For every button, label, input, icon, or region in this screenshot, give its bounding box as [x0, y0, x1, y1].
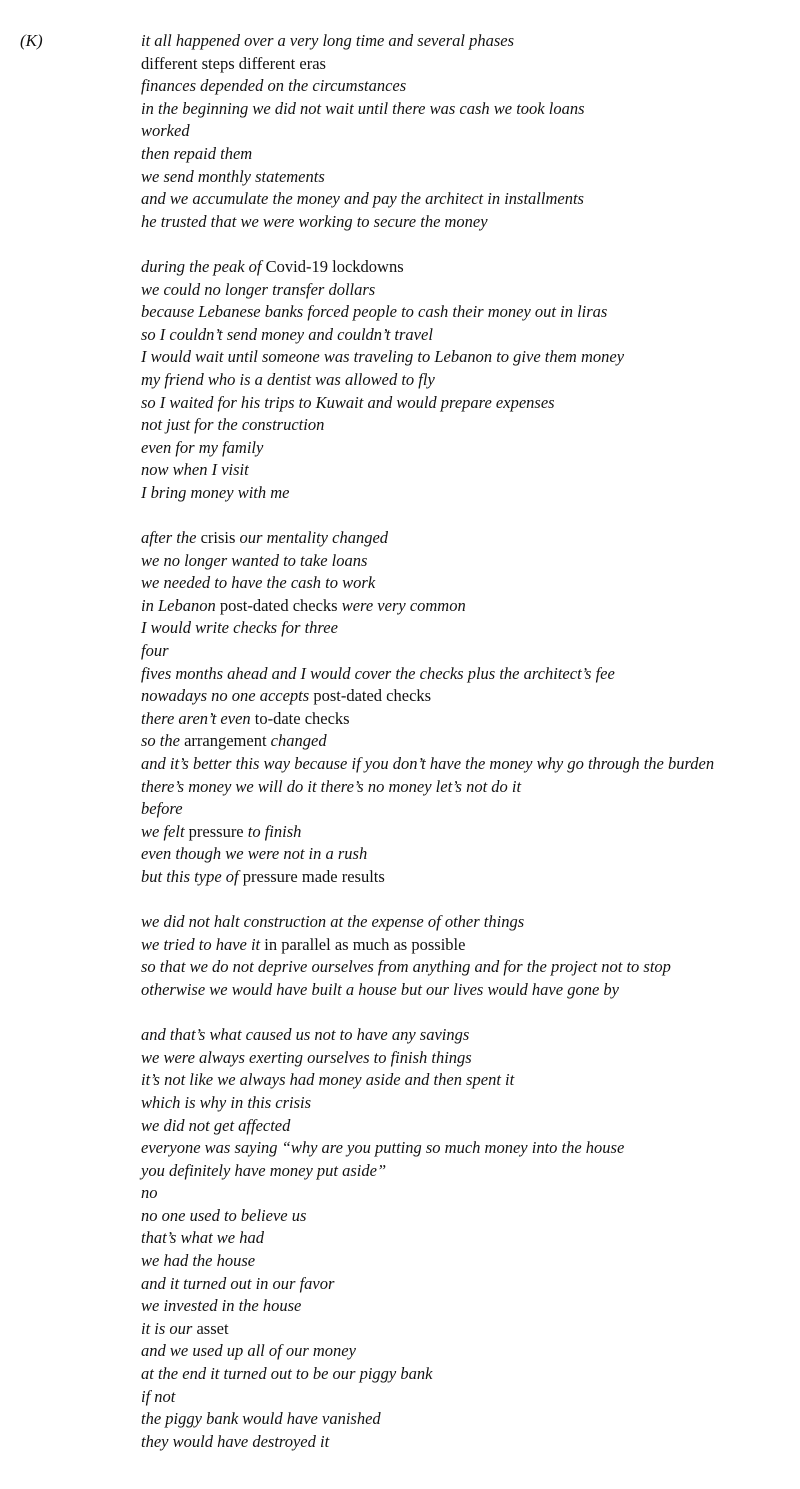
italic-segment: fives months ahead and I would cover the checks plus the architect’s fee: [141, 663, 615, 683]
italic-segment: we had the house: [141, 1251, 256, 1271]
italic-segment: no: [141, 1183, 158, 1203]
italic-segment: were very common: [337, 595, 466, 615]
italic-segment: which is why in this crisis: [141, 1092, 312, 1112]
stanza: [141, 30, 781, 233]
roman-segment: to-date checks: [254, 708, 350, 728]
poem-line: [141, 120, 781, 143]
speaker-label: (K): [20, 31, 43, 50]
roman-segment: asset: [196, 1318, 229, 1338]
poem-line: [141, 301, 781, 324]
italic-segment: because Lebanese banks forced people to cash their money out in liras: [141, 302, 608, 322]
italic-segment: we no longer wanted to take loans: [141, 550, 368, 570]
poem-line: [141, 53, 781, 76]
roman-segment: in parallel as much as possible: [264, 934, 466, 954]
poem-line: [141, 1250, 781, 1273]
poem-line: [141, 211, 781, 234]
poem-line: [141, 708, 781, 731]
italic-segment: I bring money with me: [141, 482, 290, 502]
poem-line: [141, 1273, 781, 1296]
roman-segment: pressure made results: [242, 866, 385, 886]
italic-segment: it’s not like we always had money aside and then spent it: [141, 1070, 515, 1090]
italic-segment: then repaid them: [141, 143, 253, 163]
italic-segment: we tried to have it: [141, 934, 265, 954]
poem-line: [141, 1318, 781, 1341]
italic-segment: if not: [141, 1386, 176, 1406]
poem-line: [141, 685, 781, 708]
poem-line: [141, 821, 781, 844]
poem-line: [141, 866, 781, 889]
italic-segment: we send monthly statements: [141, 166, 325, 186]
roman-segment: different steps different eras: [141, 53, 326, 73]
poem-line: [141, 979, 781, 1002]
italic-segment: nowadays no one accepts: [141, 686, 314, 706]
italic-segment: I would wait until someone was traveling to Lebanon to give them money: [141, 347, 625, 367]
poem-line: [141, 1115, 781, 1138]
roman-segment: post-dated checks: [219, 595, 338, 615]
italic-segment: so that we do not deprive ourselves from anything and for the project not to stop: [141, 957, 671, 977]
italic-segment: it is our: [141, 1318, 197, 1338]
poem-line: [141, 98, 781, 121]
poem-line: [141, 279, 781, 302]
italic-segment: so the: [141, 731, 185, 751]
italic-segment: I would write checks for three: [141, 618, 338, 638]
italic-segment: he trusted that we were working to secure the money: [141, 211, 488, 231]
poem-line: [141, 550, 781, 573]
poem-line: [141, 956, 781, 979]
poem-line: [141, 753, 781, 776]
poem-line: [141, 1227, 781, 1250]
italic-segment: you definitely have money put aside”: [141, 1160, 387, 1180]
italic-segment: our mentality changed: [235, 528, 389, 548]
poem-line: [141, 663, 781, 686]
italic-segment: so I couldn’t send money and couldn’t travel: [141, 324, 433, 344]
poem-line: [141, 346, 781, 369]
italic-segment: we invested in the house: [141, 1296, 302, 1316]
italic-segment: now when I visit: [141, 460, 249, 480]
italic-segment: finances depended on the circumstances: [141, 76, 407, 96]
poem-line: [141, 911, 781, 934]
italic-segment: not just for the construction: [141, 415, 325, 435]
italic-segment: we did not halt construction at the expense of other things: [141, 912, 525, 932]
poem-line: [141, 1160, 781, 1183]
poem-line: [141, 1137, 781, 1160]
italic-segment: that’s what we had: [141, 1228, 265, 1248]
poem-line: [141, 595, 781, 618]
poem-line: [141, 572, 781, 595]
italic-segment: even though we were not in a rush: [141, 844, 368, 864]
poem-line: [141, 392, 781, 415]
poem-line: [141, 188, 781, 211]
italic-segment: and that’s what caused us not to have any savings: [141, 1025, 470, 1045]
poem-line: [141, 798, 781, 821]
italic-segment: and we used up all of our money: [141, 1341, 356, 1361]
poem-line: [141, 1386, 781, 1409]
poem-line: [141, 437, 781, 460]
italic-segment: at the end it turned out to be our piggy bank: [141, 1364, 433, 1384]
italic-segment: worked: [141, 121, 190, 141]
poem-line: [141, 1431, 781, 1454]
italic-segment: after the: [141, 528, 201, 548]
poem-line: [141, 843, 781, 866]
poem-line: [141, 1408, 781, 1431]
stanza: [141, 527, 781, 889]
poem-line: [141, 527, 781, 550]
poem-line: [141, 459, 781, 482]
poem-line: [141, 369, 781, 392]
italic-segment: and we accumulate the money and pay the architect in installments: [141, 189, 584, 209]
italic-segment: and it turned out in our favor: [141, 1273, 335, 1293]
italic-segment: we did not get affected: [141, 1115, 291, 1135]
poem-line: [141, 730, 781, 753]
italic-segment: they would have destroyed it: [141, 1431, 330, 1451]
italic-segment: before: [141, 799, 183, 819]
italic-segment: we were always exerting ourselves to finish things: [141, 1047, 472, 1067]
italic-segment: my friend who is a dentist was allowed to fly: [141, 369, 435, 389]
poem-line: [141, 30, 781, 53]
stanza: [141, 1024, 781, 1453]
poem-line: [141, 1047, 781, 1070]
italic-segment: but this type of: [141, 866, 243, 886]
poem-line: [141, 1205, 781, 1228]
italic-segment: even for my family: [141, 437, 264, 457]
italic-segment: we felt: [141, 821, 189, 841]
roman-segment: Covid-19 lockdowns: [265, 256, 404, 276]
roman-segment: arrangement: [184, 731, 267, 751]
italic-segment: to finish: [243, 821, 302, 841]
italic-segment: there aren’t even: [141, 708, 255, 728]
poem-line: [141, 166, 781, 189]
poem-line: [141, 324, 781, 347]
poem-line: [141, 414, 781, 437]
poem-line: [141, 1024, 781, 1047]
poem-line: [141, 617, 781, 640]
italic-segment: the piggy bank would have vanished: [141, 1409, 381, 1429]
stanza: [141, 256, 781, 505]
italic-segment: during the peak of: [141, 256, 266, 276]
italic-segment: we needed to have the cash to work: [141, 573, 376, 593]
poem-line: [141, 934, 781, 957]
italic-segment: everyone was saying “why are you putting so much money into the house: [141, 1138, 625, 1158]
poem-line: [141, 482, 781, 505]
italic-segment: no one used to believe us: [141, 1205, 307, 1225]
roman-segment: post-dated checks: [313, 686, 432, 706]
poem-line: [141, 1340, 781, 1363]
poem-line: [141, 1069, 781, 1092]
poem-line: [141, 776, 781, 799]
poem-line: [141, 256, 781, 279]
italic-segment: and it’s better this way because if you don’t have the money why go through the burden: [141, 754, 715, 773]
italic-segment: it all happened over a very long time and several phases: [141, 31, 514, 50]
poem-line: [141, 1092, 781, 1115]
italic-segment: so I waited for his trips to Kuwait and would prepare expenses: [141, 392, 555, 412]
poem-line: [141, 143, 781, 166]
poem-line: [141, 1182, 781, 1205]
italic-segment: in Lebanon: [141, 595, 220, 615]
italic-segment: there’s money we will do it there’s no money let’s not do it: [141, 776, 522, 796]
poem-line: [141, 75, 781, 98]
italic-segment: otherwise we would have built a house but our lives would have gone by: [141, 979, 619, 999]
italic-segment: we could no longer transfer dollars: [141, 279, 376, 299]
stanza: [141, 911, 781, 1001]
italic-segment: four: [141, 641, 169, 661]
poem-line: [141, 640, 781, 663]
italic-segment: changed: [266, 731, 327, 751]
italic-segment: in the beginning we did not wait until there was cash we took loans: [141, 98, 585, 118]
poem-line: [141, 1363, 781, 1386]
poem-line: [141, 1295, 781, 1318]
roman-segment: crisis: [200, 528, 236, 548]
poem-text: [141, 30, 781, 1476]
roman-segment: pressure: [188, 821, 244, 841]
